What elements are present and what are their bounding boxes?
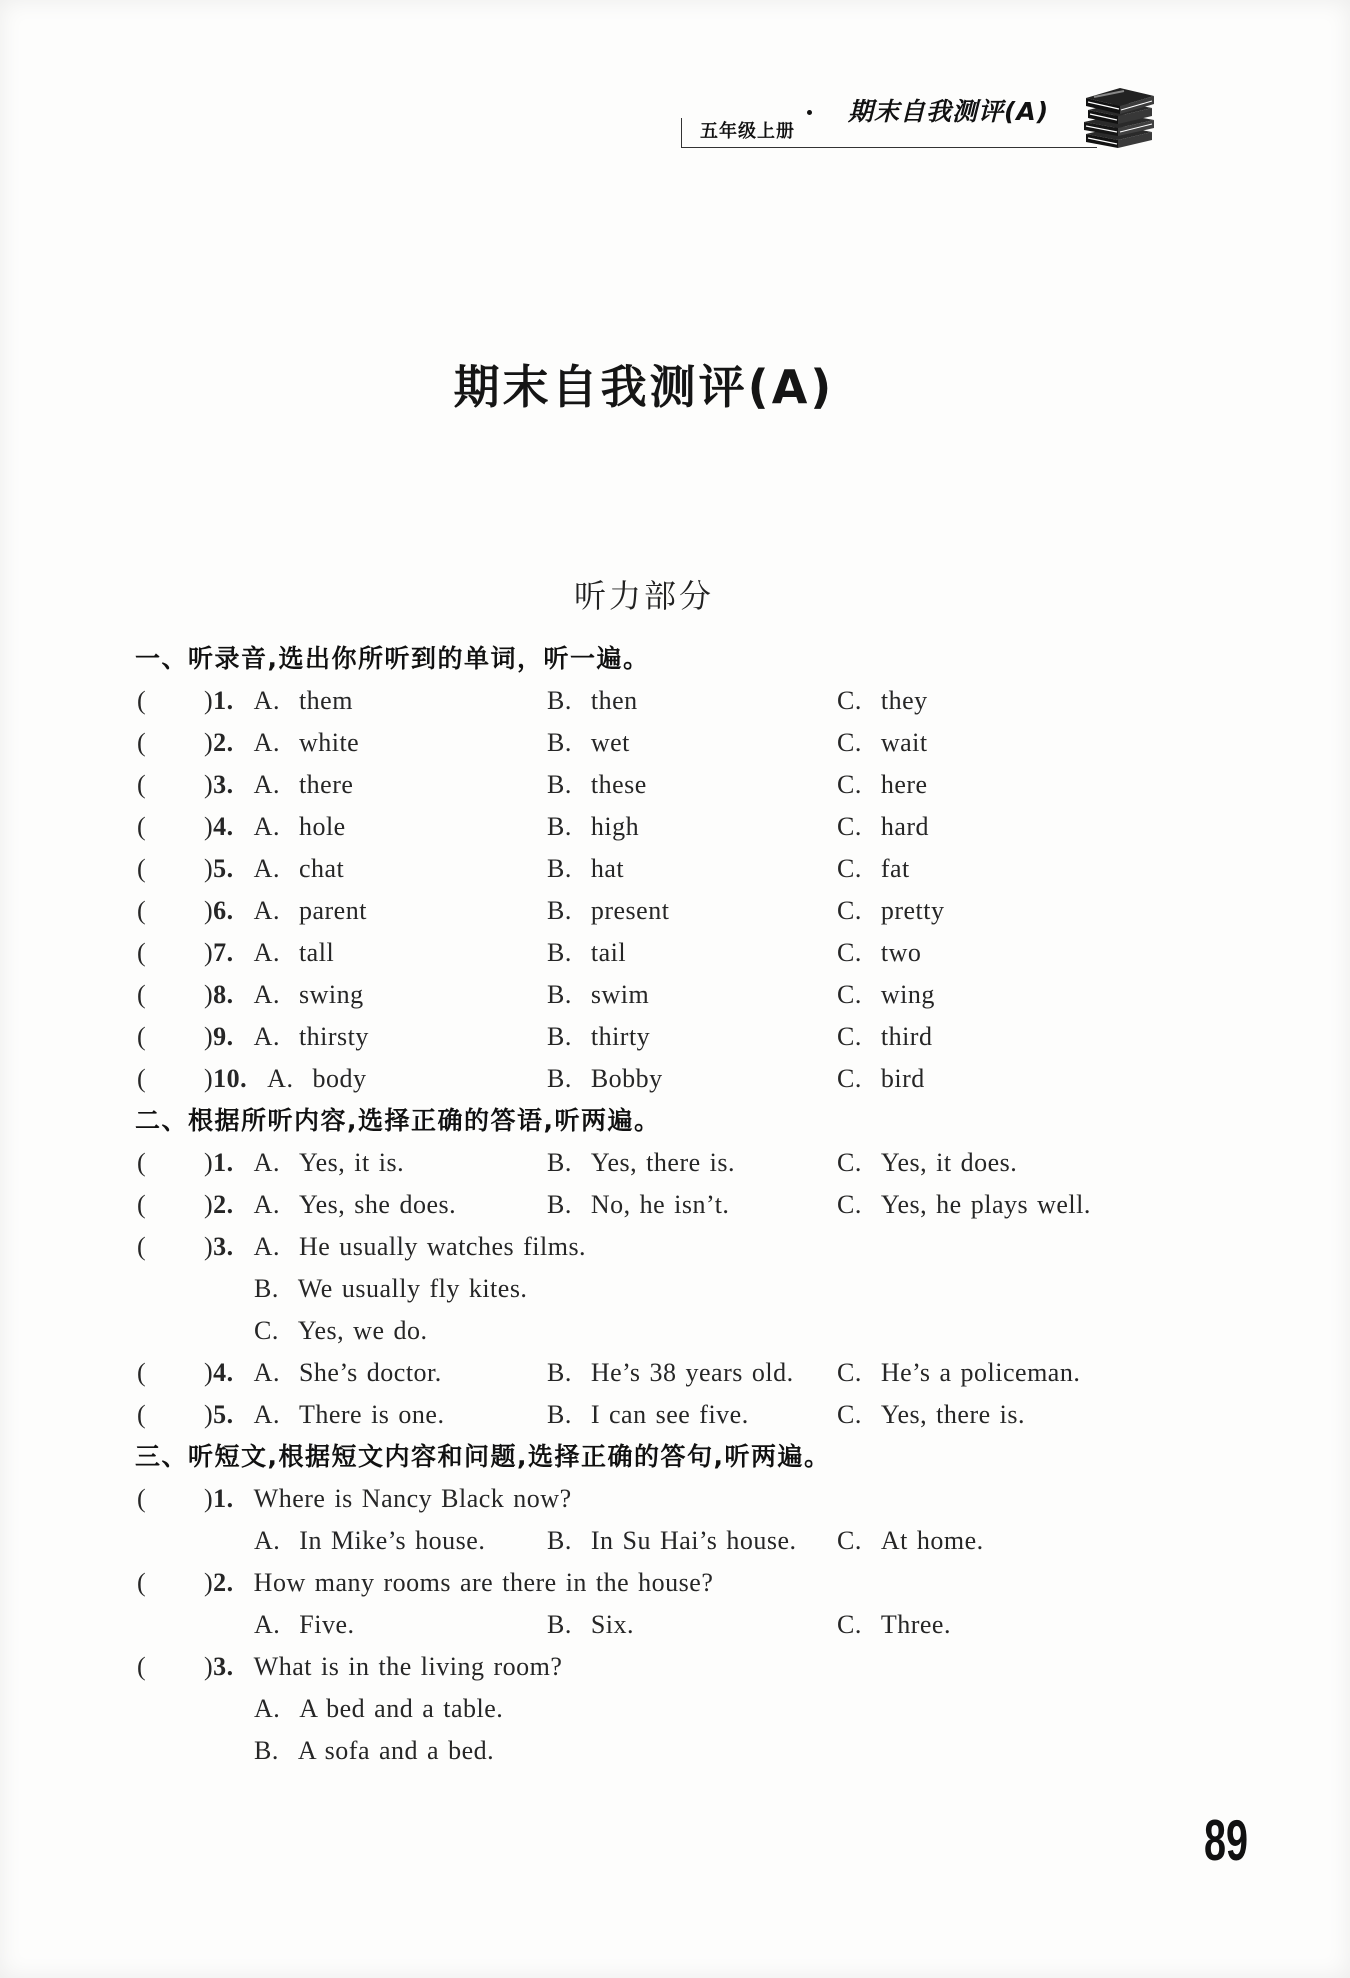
option-b-cell — [547, 806, 639, 848]
question-row — [0, 848, 1350, 890]
option-a-cell — [204, 848, 344, 890]
option-b: hat — [590, 854, 625, 883]
option-b: Six. — [590, 1610, 635, 1639]
question-text: Where is Nancy Black now? — [253, 1484, 572, 1513]
option-b-cell — [254, 1268, 527, 1310]
option-c: here — [880, 770, 928, 799]
question-row — [0, 1352, 1350, 1394]
option-label-b: B. — [547, 1148, 572, 1177]
answer-blank-close: ) — [204, 1400, 214, 1429]
option-c-cell — [837, 848, 910, 890]
option-b: present — [590, 896, 670, 925]
answer-blank-close: ) — [204, 1232, 214, 1261]
option-line — [0, 1688, 1350, 1730]
option-label-c: C. — [837, 1190, 862, 1219]
option-b-cell — [547, 974, 649, 1016]
option-c: hard — [880, 812, 930, 841]
option-label-a: A. — [253, 812, 280, 841]
option-a-cell — [204, 1058, 366, 1100]
option-label-a: A. — [254, 1610, 281, 1639]
option-a-cell — [204, 1016, 369, 1058]
option-b-cell — [254, 1730, 494, 1772]
option-c-cell — [837, 764, 928, 806]
option-label-c: C. — [837, 1022, 862, 1051]
option-c: wing — [880, 980, 935, 1009]
option-b-cell — [547, 722, 630, 764]
option-b-cell — [547, 932, 626, 974]
option-b-cell — [547, 890, 669, 932]
option-c-cell — [837, 806, 929, 848]
option-b: then — [590, 686, 638, 715]
answer-blank-close: ) — [204, 1190, 214, 1219]
section-heading: 一、听录音,选出你所听到的单词，听一遍。 — [135, 644, 650, 673]
option-a: hole — [298, 812, 346, 841]
option-label-b: B. — [547, 728, 572, 757]
option-c-cell — [837, 974, 935, 1016]
question-text: What is in the living room? — [253, 1652, 563, 1681]
option-b-cell — [547, 1604, 634, 1646]
answer-blank-close: ) — [204, 1148, 214, 1177]
running-header-dot — [807, 110, 812, 115]
option-c: Yes, we do. — [297, 1316, 428, 1345]
question-number: 3. — [213, 770, 234, 799]
question-row — [0, 722, 1350, 764]
section-heading: 二、根据所听内容,选择正确的答语,听两遍。 — [135, 1106, 661, 1135]
option-c: At home. — [880, 1526, 984, 1555]
option-a: She’s doctor. — [298, 1358, 442, 1387]
option-a: He usually watches films. — [298, 1232, 587, 1261]
answer-blank-open: ( — [137, 1400, 147, 1429]
question-number: 3. — [213, 1232, 234, 1261]
option-label-b: B. — [547, 1358, 572, 1387]
answer-blank-open: ( — [137, 1190, 147, 1219]
answer-blank-open: ( — [137, 1358, 147, 1387]
option-a-cell — [204, 1226, 586, 1268]
option-label-a: A. — [253, 1190, 280, 1219]
option-a-cell — [204, 722, 359, 764]
answer-blank-close: ) — [204, 896, 214, 925]
question-row — [0, 1142, 1350, 1184]
option-b: Yes, there is. — [590, 1148, 735, 1177]
question-cell — [204, 1646, 562, 1688]
option-label-a: A. — [253, 1022, 280, 1051]
question-number: 5. — [213, 854, 234, 883]
option-label-c: C. — [837, 980, 862, 1009]
answer-blank-open: ( — [137, 1484, 147, 1513]
option-a-cell — [204, 1352, 442, 1394]
question-number: 4. — [213, 812, 234, 841]
answer-blank-open: ( — [137, 1064, 147, 1093]
answer-blank-close: ) — [204, 770, 214, 799]
option-c-cell — [837, 1058, 925, 1100]
option-c: pretty — [880, 896, 945, 925]
option-a: tall — [298, 938, 335, 967]
question-number: 1. — [213, 1148, 234, 1177]
option-label-b: B. — [547, 896, 572, 925]
part-title: 听力部分 — [573, 577, 714, 615]
question-row — [0, 974, 1350, 1016]
question-number: 10. — [213, 1064, 248, 1093]
option-label-c: C. — [837, 686, 862, 715]
section-heading: 三、听短文,根据短文内容和问题,选择正确的答句,听两遍。 — [135, 1442, 831, 1471]
answer-blank-open: ( — [137, 1568, 147, 1597]
options-row — [0, 1604, 1350, 1646]
option-c: Yes, there is. — [880, 1400, 1025, 1429]
option-c: wait — [880, 728, 928, 757]
option-a: In Mike’s house. — [299, 1526, 486, 1555]
question-row — [0, 764, 1350, 806]
option-line — [0, 1730, 1350, 1772]
option-b: thirty — [590, 1022, 651, 1051]
option-label-a: A. — [253, 728, 280, 757]
question-number: 5. — [213, 1400, 234, 1429]
option-c-cell — [837, 1520, 984, 1562]
answer-blank-open: ( — [137, 686, 147, 715]
option-label-c: C. — [837, 1148, 862, 1177]
option-c: Yes, it does. — [880, 1148, 1018, 1177]
answer-blank-close: ) — [204, 1484, 214, 1513]
option-label-b: B. — [254, 1736, 279, 1765]
question-row — [0, 932, 1350, 974]
option-label-a: A. — [267, 1064, 294, 1093]
option-c-cell — [837, 1394, 1025, 1436]
question-number: 2. — [213, 1190, 234, 1219]
option-b-cell — [547, 1016, 650, 1058]
option-label-a: A. — [253, 854, 280, 883]
option-label-b: B. — [547, 1526, 572, 1555]
option-label-b: B. — [547, 1190, 572, 1219]
option-c: Yes, he plays well. — [880, 1190, 1091, 1219]
option-c-cell — [837, 1142, 1017, 1184]
option-c: bird — [880, 1064, 925, 1093]
option-label-b: B. — [547, 770, 572, 799]
option-a-cell — [204, 974, 364, 1016]
option-a-cell — [204, 1394, 444, 1436]
answer-blank-open: ( — [137, 812, 147, 841]
option-c: fat — [880, 854, 910, 883]
option-a: There is one. — [298, 1400, 445, 1429]
option-a-cell — [254, 1688, 503, 1730]
option-c-cell — [837, 932, 921, 974]
option-label-b: B. — [547, 1064, 572, 1093]
option-c-cell — [837, 1184, 1091, 1226]
option-b: high — [590, 812, 640, 841]
question-row — [0, 1016, 1350, 1058]
option-label-c: C. — [837, 896, 862, 925]
option-label-b: B. — [547, 1400, 572, 1429]
option-c-cell — [837, 890, 945, 932]
question-text: How many rooms are there in the house? — [253, 1568, 714, 1597]
option-label-c: C. — [254, 1316, 279, 1345]
option-a: there — [298, 770, 354, 799]
option-a-cell — [204, 806, 346, 848]
answer-blank-close: ) — [204, 812, 214, 841]
option-b: I can see five. — [590, 1400, 749, 1429]
option-line — [0, 1310, 1350, 1352]
option-c-cell — [254, 1310, 428, 1352]
answer-blank-close: ) — [204, 1022, 214, 1051]
answer-blank-open: ( — [137, 854, 147, 883]
question-cell — [204, 1562, 713, 1604]
option-b-cell — [547, 1184, 729, 1226]
answer-blank-close: ) — [204, 980, 214, 1009]
question-row — [0, 1184, 1350, 1226]
question-number: 2. — [213, 1568, 234, 1597]
option-b-cell — [547, 1394, 749, 1436]
option-a: them — [298, 686, 353, 715]
answer-blank-open: ( — [137, 938, 147, 967]
worksheet-body — [0, 638, 1350, 1772]
question-row — [0, 680, 1350, 722]
option-b: wet — [590, 728, 630, 757]
option-b-cell — [547, 1058, 663, 1100]
option-a: Five. — [299, 1610, 355, 1639]
answer-blank-close: ) — [204, 938, 214, 967]
question-number: 6. — [213, 896, 234, 925]
option-label-a: A. — [253, 1400, 280, 1429]
answer-blank-open: ( — [137, 896, 147, 925]
option-a: Yes, she does. — [298, 1190, 457, 1219]
option-c: two — [880, 938, 922, 967]
option-label-c: C. — [837, 812, 862, 841]
option-a-cell — [204, 1184, 456, 1226]
answer-blank-open: ( — [137, 1148, 147, 1177]
answer-blank-open: ( — [137, 1232, 147, 1261]
option-b-cell — [547, 848, 624, 890]
question-cell — [204, 1478, 572, 1520]
question-row — [0, 1562, 1350, 1604]
page-number: 89 — [1204, 1809, 1249, 1874]
options-row — [0, 1520, 1350, 1562]
answer-blank-open: ( — [137, 1652, 147, 1681]
option-label-c: C. — [837, 770, 862, 799]
question-row — [0, 1478, 1350, 1520]
answer-blank-close: ) — [204, 1358, 214, 1387]
answer-blank-open: ( — [137, 770, 147, 799]
answer-blank-close: ) — [204, 1064, 214, 1093]
question-number: 1. — [213, 686, 234, 715]
option-line — [0, 1268, 1350, 1310]
question-number: 4. — [213, 1358, 234, 1387]
question-row — [0, 806, 1350, 848]
option-b: In Su Hai’s house. — [590, 1526, 797, 1555]
option-a-cell — [204, 932, 334, 974]
option-label-c: C. — [837, 728, 862, 757]
option-c: third — [880, 1022, 933, 1051]
option-c: Three. — [880, 1610, 951, 1639]
option-b: these — [590, 770, 647, 799]
option-a-cell — [204, 890, 367, 932]
option-a-cell — [204, 764, 353, 806]
option-b-cell — [547, 764, 647, 806]
question-row — [0, 1058, 1350, 1100]
option-a: body — [312, 1064, 367, 1093]
option-label-a: A. — [253, 770, 280, 799]
option-a: chat — [298, 854, 345, 883]
option-label-c: C. — [837, 1358, 862, 1387]
answer-blank-open: ( — [137, 980, 147, 1009]
page-title: 期末自我测评(A) — [453, 360, 835, 414]
option-a: swing — [298, 980, 364, 1009]
option-b: No, he isn’t. — [590, 1190, 730, 1219]
answer-blank-close: ) — [204, 1568, 214, 1597]
option-label-c: C. — [837, 1400, 862, 1429]
option-label-c: C. — [837, 1526, 862, 1555]
option-c: they — [880, 686, 928, 715]
option-b: tail — [590, 938, 627, 967]
option-a: A bed and a table. — [299, 1694, 504, 1723]
question-number: 1. — [213, 1484, 234, 1513]
question-number: 2. — [213, 728, 234, 757]
option-label-c: C. — [837, 854, 862, 883]
option-a-cell — [254, 1604, 355, 1646]
option-a-cell — [204, 680, 353, 722]
option-c-cell — [837, 1016, 932, 1058]
option-c-cell — [837, 722, 928, 764]
question-number: 9. — [213, 1022, 234, 1051]
answer-blank-close: ) — [204, 854, 214, 883]
option-a-cell — [254, 1520, 485, 1562]
option-a: parent — [298, 896, 367, 925]
option-label-a: A. — [253, 938, 280, 967]
option-label-b: B. — [547, 812, 572, 841]
question-row — [0, 1394, 1350, 1436]
option-b: He’s 38 years old. — [590, 1358, 794, 1387]
answer-blank-close: ) — [204, 1652, 214, 1681]
option-c-cell — [837, 680, 928, 722]
option-label-a: A. — [254, 1526, 281, 1555]
option-b-cell — [547, 1520, 797, 1562]
option-label-a: A. — [253, 980, 280, 1009]
option-label-b: B. — [547, 1610, 572, 1639]
option-label-a: A. — [253, 1232, 280, 1261]
question-row — [0, 1226, 1350, 1268]
option-label-c: C. — [837, 938, 862, 967]
question-row — [0, 890, 1350, 932]
option-label-a: A. — [253, 686, 280, 715]
answer-blank-open: ( — [137, 1022, 147, 1051]
option-c-cell — [837, 1352, 1080, 1394]
option-label-a: A. — [253, 1148, 280, 1177]
option-a: thirsty — [298, 1022, 369, 1051]
option-b-cell — [547, 1142, 735, 1184]
question-number: 8. — [213, 980, 234, 1009]
option-b-cell — [547, 1352, 794, 1394]
option-c-cell — [837, 1604, 951, 1646]
option-a: white — [298, 728, 360, 757]
option-label-a: A. — [253, 896, 280, 925]
question-number: 7. — [213, 938, 234, 967]
question-number: 3. — [213, 1652, 234, 1681]
answer-blank-open: ( — [137, 728, 147, 757]
option-b: A sofa and a bed. — [297, 1736, 495, 1765]
book-stack-icon — [1080, 84, 1158, 152]
option-label-b: B. — [547, 1022, 572, 1051]
option-b: swim — [590, 980, 650, 1009]
option-label-b: B. — [547, 854, 572, 883]
option-label-a: A. — [253, 1358, 280, 1387]
running-header-grade: 五年级上册 — [700, 121, 795, 142]
option-b: We usually fly kites. — [297, 1274, 528, 1303]
option-label-c: C. — [837, 1610, 862, 1639]
option-label-b: B. — [547, 686, 572, 715]
option-label-b: B. — [547, 980, 572, 1009]
option-label-c: C. — [837, 1064, 862, 1093]
option-label-a: A. — [254, 1694, 281, 1723]
answer-blank-close: ) — [204, 686, 214, 715]
option-a: Yes, it is. — [298, 1148, 405, 1177]
option-c: He’s a policeman. — [880, 1358, 1081, 1387]
option-label-b: B. — [254, 1274, 279, 1303]
option-label-b: B. — [547, 938, 572, 967]
option-b-cell — [547, 680, 638, 722]
option-b: Bobby — [590, 1064, 663, 1093]
question-row — [0, 1646, 1350, 1688]
option-a-cell — [204, 1142, 404, 1184]
running-header-title: 期末自我测评(A) — [848, 97, 1050, 126]
answer-blank-close: ) — [204, 728, 214, 757]
